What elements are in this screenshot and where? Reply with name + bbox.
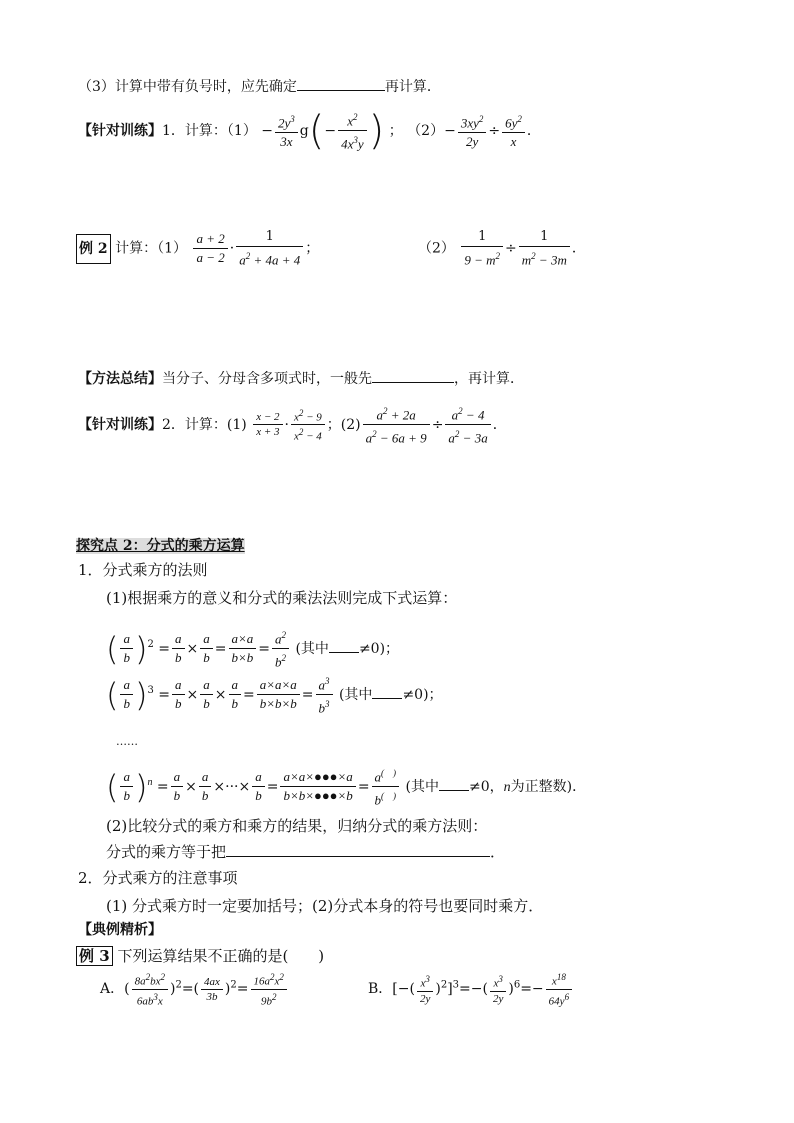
example-label: 例 3: [76, 946, 113, 966]
rule1-sub1: (1)根据乘方的意义和分式的乘法法则完成下式运算：: [106, 589, 458, 607]
answer-blank[interactable]: [226, 842, 490, 857]
example-label: 例 2: [76, 234, 111, 264]
rule2-text: (1) 分式乘方时一定要加括号；(2)分式本身的符号也要同时乘方．: [106, 897, 544, 915]
fraction: $\frac{x^2}{4x^3y}$: [338, 108, 367, 154]
rule3-line: （3）计算中带有负号时，应先确定 再计算．: [78, 76, 441, 97]
fraction: $\frac{x - 2}{x + 3}$: [253, 410, 282, 439]
rule1-sub2b: 分式的乘方等于把 ．: [106, 843, 506, 861]
answer-blank[interactable]: [439, 776, 469, 791]
answer-blank[interactable]: [372, 684, 402, 699]
training1-line: 【针对训练】1．计算：（1） − $\frac{2y^3}{3x}$ g(− $\frac{x^2}{4x^3y}$ ) ； （2）− $\frac{3xy^2}{2y}$ ÷ $\frac{6y^2}{x}$ ．: [78, 107, 541, 154]
example2-line: 例 2 计算：（1） $\frac{a + 2}{a - 2}$ · $\frac{1}{a^2 + 4a + 4}$ ；: [76, 228, 319, 269]
fraction: $\frac{1}{a^2 + 4a + 4}$: [236, 228, 303, 269]
option-b[interactable]: B．[−( $\frac{x^3}{2y}$ )$^2$]$^3$=−( $\frac{x^3}{2y}$ )$^6$=− $\frac{x^{18}}{64y^6}$: [368, 970, 574, 1008]
formula-cube: ( $\frac{a}{b}$ )$^3$ = $\frac{a}{b}$ × $\frac{a}{b}$ × $\frac{a}{b}$ = $\frac{a\times a\times a}{b\times b\times b}$ = $\frac{a^3}{b^3}$ (其中 ≠0)；: [106, 672, 443, 718]
rule1-title: 1．分式乘方的法则: [78, 561, 208, 579]
example-heading: 【典例精析】: [78, 922, 162, 938]
fraction: $\frac{6y^2}{x}$: [502, 110, 525, 151]
training2-line: 【针对训练】2．计算：(1) $\frac{x - 2}{x + 3}$ · $\frac{x^2 - 9}{x^2 - 4}$ ；(2) $\frac{a^2 + 2a}{a^2 - 6a + 9}$ ÷ $\frac{a^2 - 4}{a^2 - 3a}$ ．: [78, 402, 507, 448]
fraction: $\frac{x^2 - 9}{x^2 - 4}$: [291, 406, 325, 444]
fraction: $\frac{1}{m^2 - 3m}$: [519, 228, 570, 269]
fraction: $\frac{a}{b}$: [120, 630, 133, 667]
example2-part2: （2） $\frac{1}{9 - m^2}$ ÷ $\frac{1}{m^2 - 3m}$ ．: [418, 229, 586, 268]
answer-blank[interactable]: [297, 76, 385, 91]
option-a[interactable]: A．( $\frac{8a^2bx^2}{6ab^3x}$ )$^2$=( $\frac{4ax}{3b}$ )$^2$= $\frac{16a^2x^2}{9b^2}$: [100, 970, 289, 1008]
fraction: $\frac{a^2 + 2a}{a^2 - 6a + 9}$: [363, 402, 430, 448]
fraction: $\frac{a^2 - 4}{a^2 - 3a}$: [445, 402, 490, 448]
fraction: $\frac{2y^3}{3x}$: [275, 110, 298, 151]
formula-square: ( $\frac{a}{b}$ )$^2$ = $\frac{a}{b}$ × $\frac{a}{b}$ = $\frac{a\times a}{b\times b}$ = $\frac{a^2}{b^2}$ (其中 ≠0)；: [106, 626, 399, 672]
fraction: $\frac{1}{9 - m^2}$: [461, 228, 503, 269]
rule1-sub2: (2)比较分式的乘方和乘方的结果，归纳分式的乘方法则：: [106, 817, 488, 835]
formula-nth: ( $\frac{a}{b}$ )$^n$ = $\frac{a}{b}$ × $\frac{a}{b}$ ×···× $\frac{a}{b}$ = $\frac{a\times a\times●●●\times a}{b\times b\times●●●\times b}$ = $\frac{a^{( )}}{b^{( )}}$ (其中 ≠0，n为正整数)．: [106, 764, 586, 810]
rule2-title: 2．分式乘方的注意事项: [78, 869, 238, 887]
answer-blank[interactable]: [329, 638, 359, 653]
example3-line: 例 3 下列运算结果不正确的是( ): [76, 946, 324, 966]
ellipsis: ……: [116, 735, 138, 748]
section-heading: 探究点 2：分式的乘方运算: [76, 538, 245, 554]
method-summary: 【方法总结】当分子、分母含多项式时，一般先 ，再计算．: [78, 368, 524, 389]
fraction: $\frac{a + 2}{a - 2}$: [193, 230, 227, 267]
fraction: $\frac{3xy^2}{2y}$: [458, 110, 487, 151]
answer-blank[interactable]: [372, 368, 454, 383]
